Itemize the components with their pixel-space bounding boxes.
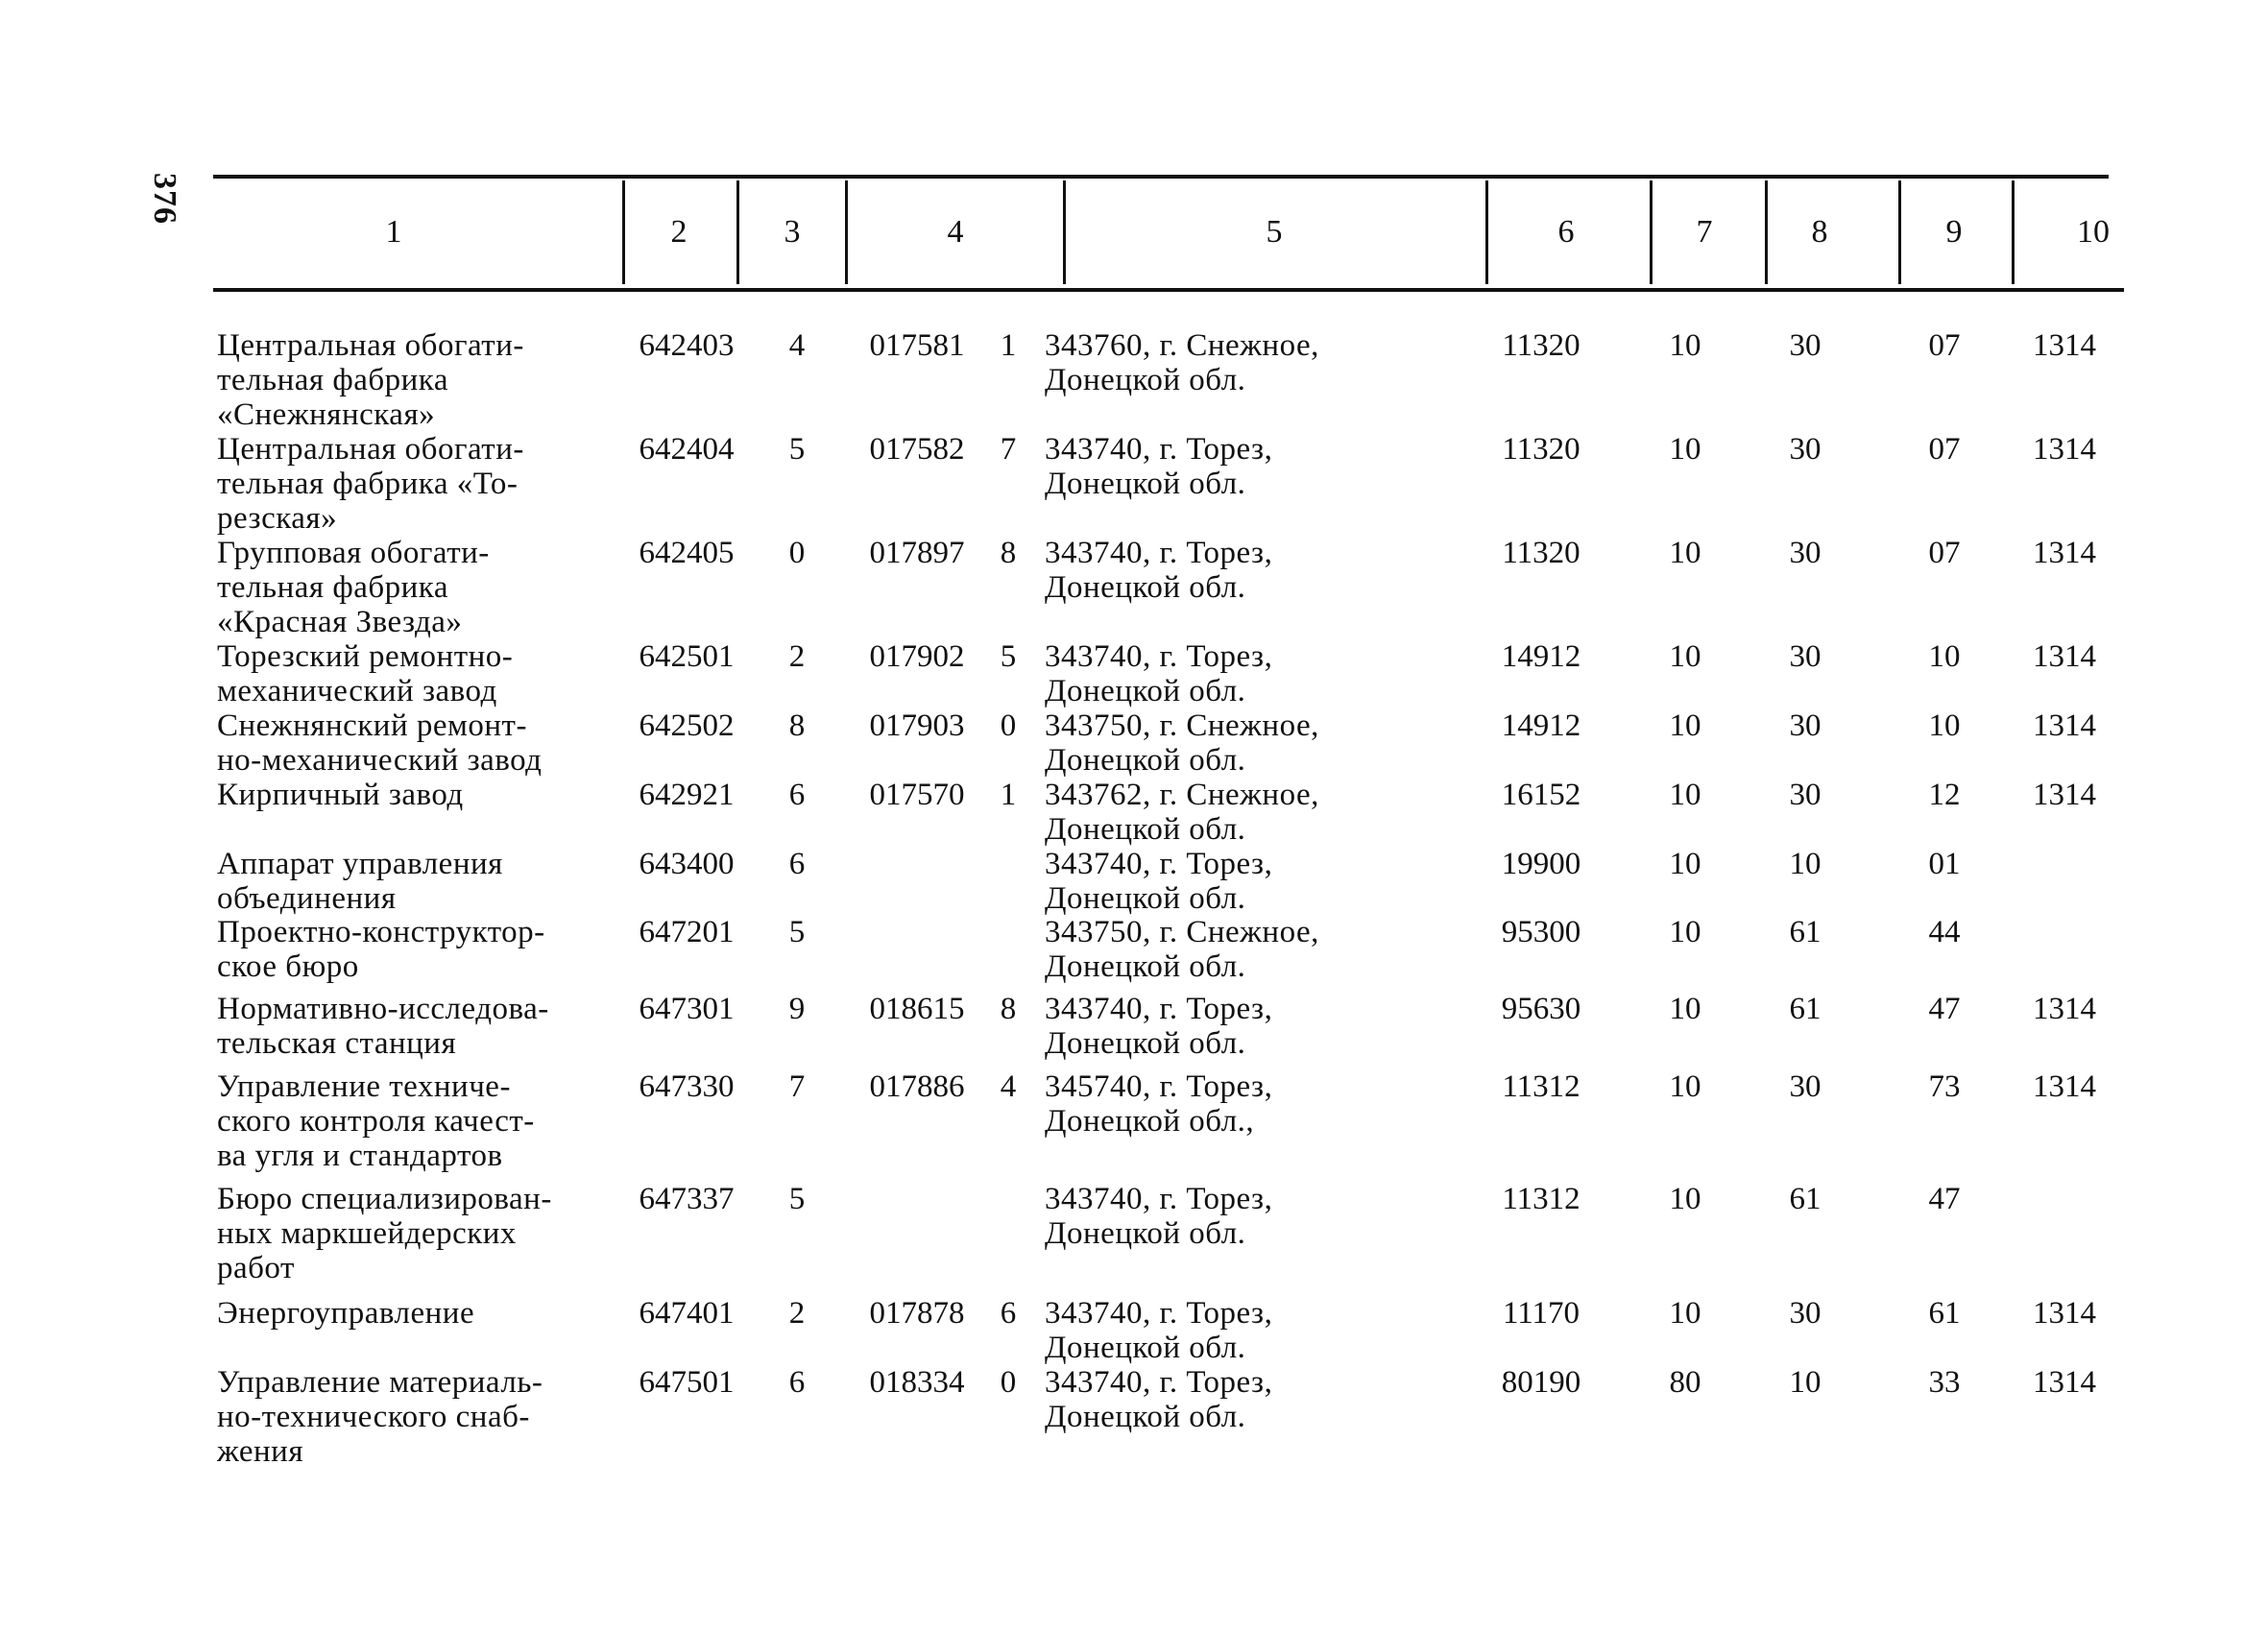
column-7-value: 10 (1669, 778, 1701, 812)
address: 343740, г. Торез, Донецкой обл. (1045, 1296, 1273, 1365)
code: 647401 (639, 1296, 735, 1331)
column-10-value: 1314 (2033, 1069, 2096, 1104)
okpo-check-digit: 0 (1000, 708, 1017, 743)
organization-name: Кирпичный завод (217, 778, 464, 812)
column-7-value: 10 (1669, 915, 1701, 949)
column-9-value: 73 (1928, 1069, 1961, 1104)
okpo-check-digit: 8 (1000, 536, 1017, 570)
column-10-value: 1314 (2033, 1296, 2096, 1331)
okpo-code: 017886 (869, 1069, 965, 1104)
okpo-code: 017897 (869, 536, 965, 570)
column-6-value: 16152 (1501, 778, 1581, 812)
column-9-value: 10 (1928, 708, 1961, 743)
column-header-6: 6 (1557, 214, 1575, 250)
okpo-code: 017582 (869, 432, 965, 467)
column-6-value: 11312 (1502, 1182, 1580, 1216)
code: 647301 (639, 992, 735, 1026)
check-digit: 5 (788, 432, 806, 467)
address: 343762, г. Снежное, Донецкой обл. (1045, 778, 1319, 847)
column-6-value: 11320 (1502, 432, 1580, 467)
organization-name: Торезский ремонтно- механический завод (217, 639, 514, 708)
column-9-value: 47 (1928, 1182, 1961, 1216)
column-9-value: 01 (1928, 847, 1961, 881)
organization-name: Управление техниче- ского контроля качест- ва угля и стандартов (217, 1069, 535, 1173)
header-divider (1898, 180, 1901, 284)
address: 343740, г. Торез, Донецкой обл. (1045, 432, 1273, 501)
column-9-value: 61 (1928, 1296, 1961, 1331)
organization-name: Аппарат управления объединения (217, 847, 503, 916)
code: 647201 (639, 915, 735, 949)
okpo-code: 017581 (869, 328, 965, 363)
check-digit: 4 (788, 328, 806, 363)
okpo-code: 017903 (869, 708, 965, 743)
organization-name: Снежнянский ремонт- но-механический завод (217, 708, 543, 778)
check-digit: 9 (788, 992, 806, 1026)
column-header-7: 7 (1696, 214, 1713, 250)
column-8-value: 61 (1789, 915, 1822, 949)
organization-name: Управление материаль- но-технического снаб- жения (217, 1365, 543, 1469)
column-9-value: 47 (1928, 992, 1961, 1026)
header-divider (736, 180, 739, 284)
column-7-value: 10 (1669, 639, 1701, 674)
check-digit: 0 (788, 536, 806, 570)
address: 343740, г. Торез, Донецкой обл. (1045, 639, 1273, 708)
column-10-value: 1314 (2033, 708, 2096, 743)
organization-name: Бюро специализирован- ных маркшейдерских работ (217, 1182, 552, 1285)
column-6-value: 80190 (1501, 1365, 1581, 1400)
column-6-value: 11320 (1502, 536, 1580, 570)
column-9-value: 07 (1928, 328, 1961, 363)
code: 643400 (639, 847, 735, 881)
column-6-value: 14912 (1501, 708, 1581, 743)
organization-name: Групповая обогати- тельная фабрика «Красная Звезда» (217, 536, 490, 639)
column-10-value: 1314 (2033, 639, 2096, 674)
check-digit: 8 (788, 708, 806, 743)
check-digit: 5 (788, 1182, 806, 1216)
column-header-10: 10 (2077, 214, 2110, 250)
address: 345740, г. Торез, Донецкой обл., (1045, 1069, 1273, 1139)
address: 343760, г. Снежное, Донецкой обл. (1045, 328, 1319, 397)
code: 642403 (639, 328, 735, 363)
organization-name: Центральная обогати- тельная фабрика «Снежнянская» (217, 328, 524, 432)
column-8-value: 30 (1789, 639, 1822, 674)
check-digit: 7 (788, 1069, 806, 1104)
header-divider (1485, 180, 1488, 284)
column-8-value: 10 (1789, 847, 1822, 881)
code: 642405 (639, 536, 735, 570)
column-header-5: 5 (1266, 214, 1283, 250)
header-divider (1063, 180, 1066, 284)
header-divider (622, 180, 625, 284)
column-10-value: 1314 (2033, 536, 2096, 570)
column-8-value: 30 (1789, 1296, 1822, 1331)
column-7-value: 10 (1669, 536, 1701, 570)
okpo-code: 017878 (869, 1296, 965, 1331)
check-digit: 6 (788, 778, 806, 812)
column-7-value: 10 (1669, 432, 1701, 467)
column-7-value: 10 (1669, 708, 1701, 743)
okpo-check-digit: 1 (1000, 778, 1017, 812)
column-8-value: 61 (1789, 1182, 1822, 1216)
column-header-2: 2 (670, 214, 688, 250)
column-header-3: 3 (784, 214, 801, 250)
page-number: 376 (147, 173, 182, 225)
column-9-value: 12 (1928, 778, 1961, 812)
column-8-value: 30 (1789, 778, 1822, 812)
column-7-value: 10 (1669, 1069, 1701, 1104)
column-7-value: 80 (1669, 1365, 1701, 1400)
column-6-value: 11312 (1502, 1069, 1580, 1104)
column-8-value: 30 (1789, 1069, 1822, 1104)
address: 343740, г. Торез, Донецкой обл. (1045, 536, 1273, 605)
organization-name: Проектно-конструктор- ское бюро (217, 915, 545, 984)
address: 343740, г. Торез, Донецкой обл. (1045, 1182, 1273, 1251)
okpo-code: 018334 (869, 1365, 965, 1400)
column-10-value: 1314 (2033, 778, 2096, 812)
address: 343750, г. Снежное, Донецкой обл. (1045, 708, 1319, 778)
table-top-rule (213, 175, 2109, 179)
okpo-code: 017902 (869, 639, 965, 674)
column-6-value: 19900 (1501, 847, 1581, 881)
column-8-value: 30 (1789, 536, 1822, 570)
code: 642404 (639, 432, 735, 467)
address: 343750, г. Снежное, Донецкой обл. (1045, 915, 1319, 984)
okpo-check-digit: 4 (1000, 1069, 1017, 1104)
column-header-9: 9 (1945, 214, 1963, 250)
okpo-code: 017570 (869, 778, 965, 812)
column-6-value: 11320 (1502, 328, 1580, 363)
code: 642921 (639, 778, 735, 812)
header-divider (845, 180, 848, 284)
column-6-value: 11170 (1502, 1296, 1580, 1331)
column-7-value: 10 (1669, 328, 1701, 363)
column-8-value: 10 (1789, 1365, 1822, 1400)
column-8-value: 30 (1789, 708, 1822, 743)
organization-name: Центральная обогати- тельная фабрика «То- резская» (217, 432, 524, 536)
code: 647330 (639, 1069, 735, 1104)
column-6-value: 95300 (1501, 915, 1581, 949)
okpo-check-digit: 0 (1000, 1365, 1017, 1400)
code: 647337 (639, 1182, 735, 1216)
column-header-8: 8 (1811, 214, 1828, 250)
column-9-value: 33 (1928, 1365, 1961, 1400)
column-7-value: 10 (1669, 1182, 1701, 1216)
code: 642502 (639, 708, 735, 743)
okpo-code: 018615 (869, 992, 965, 1026)
header-divider (1650, 180, 1653, 284)
organization-name: Энергоуправление (217, 1296, 475, 1331)
column-10-value: 1314 (2033, 992, 2096, 1026)
column-7-value: 10 (1669, 847, 1701, 881)
header-divider (2012, 180, 2015, 284)
address: 343740, г. Торез, Донецкой обл. (1045, 1365, 1273, 1434)
column-10-value: 1314 (2033, 1365, 2096, 1400)
column-header-1: 1 (385, 214, 402, 250)
header-divider (1765, 180, 1768, 284)
check-digit: 6 (788, 847, 806, 881)
address: 343740, г. Торез, Донецкой обл. (1045, 992, 1273, 1061)
okpo-check-digit: 5 (1000, 639, 1017, 674)
code: 647501 (639, 1365, 735, 1400)
code: 642501 (639, 639, 735, 674)
address: 343740, г. Торез, Донецкой обл. (1045, 847, 1273, 916)
column-9-value: 10 (1928, 639, 1961, 674)
column-8-value: 61 (1789, 992, 1822, 1026)
table-header-bottom-rule (213, 288, 2124, 292)
column-8-value: 30 (1789, 432, 1822, 467)
column-7-value: 10 (1669, 992, 1701, 1026)
okpo-check-digit: 7 (1000, 432, 1017, 467)
column-8-value: 30 (1789, 328, 1822, 363)
column-header-4: 4 (947, 214, 964, 250)
organization-name: Нормативно-исследова- тельская станция (217, 992, 549, 1061)
column-6-value: 14912 (1501, 639, 1581, 674)
okpo-check-digit: 8 (1000, 992, 1017, 1026)
check-digit: 5 (788, 915, 806, 949)
column-9-value: 07 (1928, 536, 1961, 570)
column-10-value: 1314 (2033, 328, 2096, 363)
okpo-check-digit: 6 (1000, 1296, 1017, 1331)
column-6-value: 95630 (1501, 992, 1581, 1026)
check-digit: 2 (788, 639, 806, 674)
column-7-value: 10 (1669, 1296, 1701, 1331)
okpo-check-digit: 1 (1000, 328, 1017, 363)
column-9-value: 44 (1928, 915, 1961, 949)
check-digit: 2 (788, 1296, 806, 1331)
column-10-value: 1314 (2033, 432, 2096, 467)
check-digit: 6 (788, 1365, 806, 1400)
column-9-value: 07 (1928, 432, 1961, 467)
